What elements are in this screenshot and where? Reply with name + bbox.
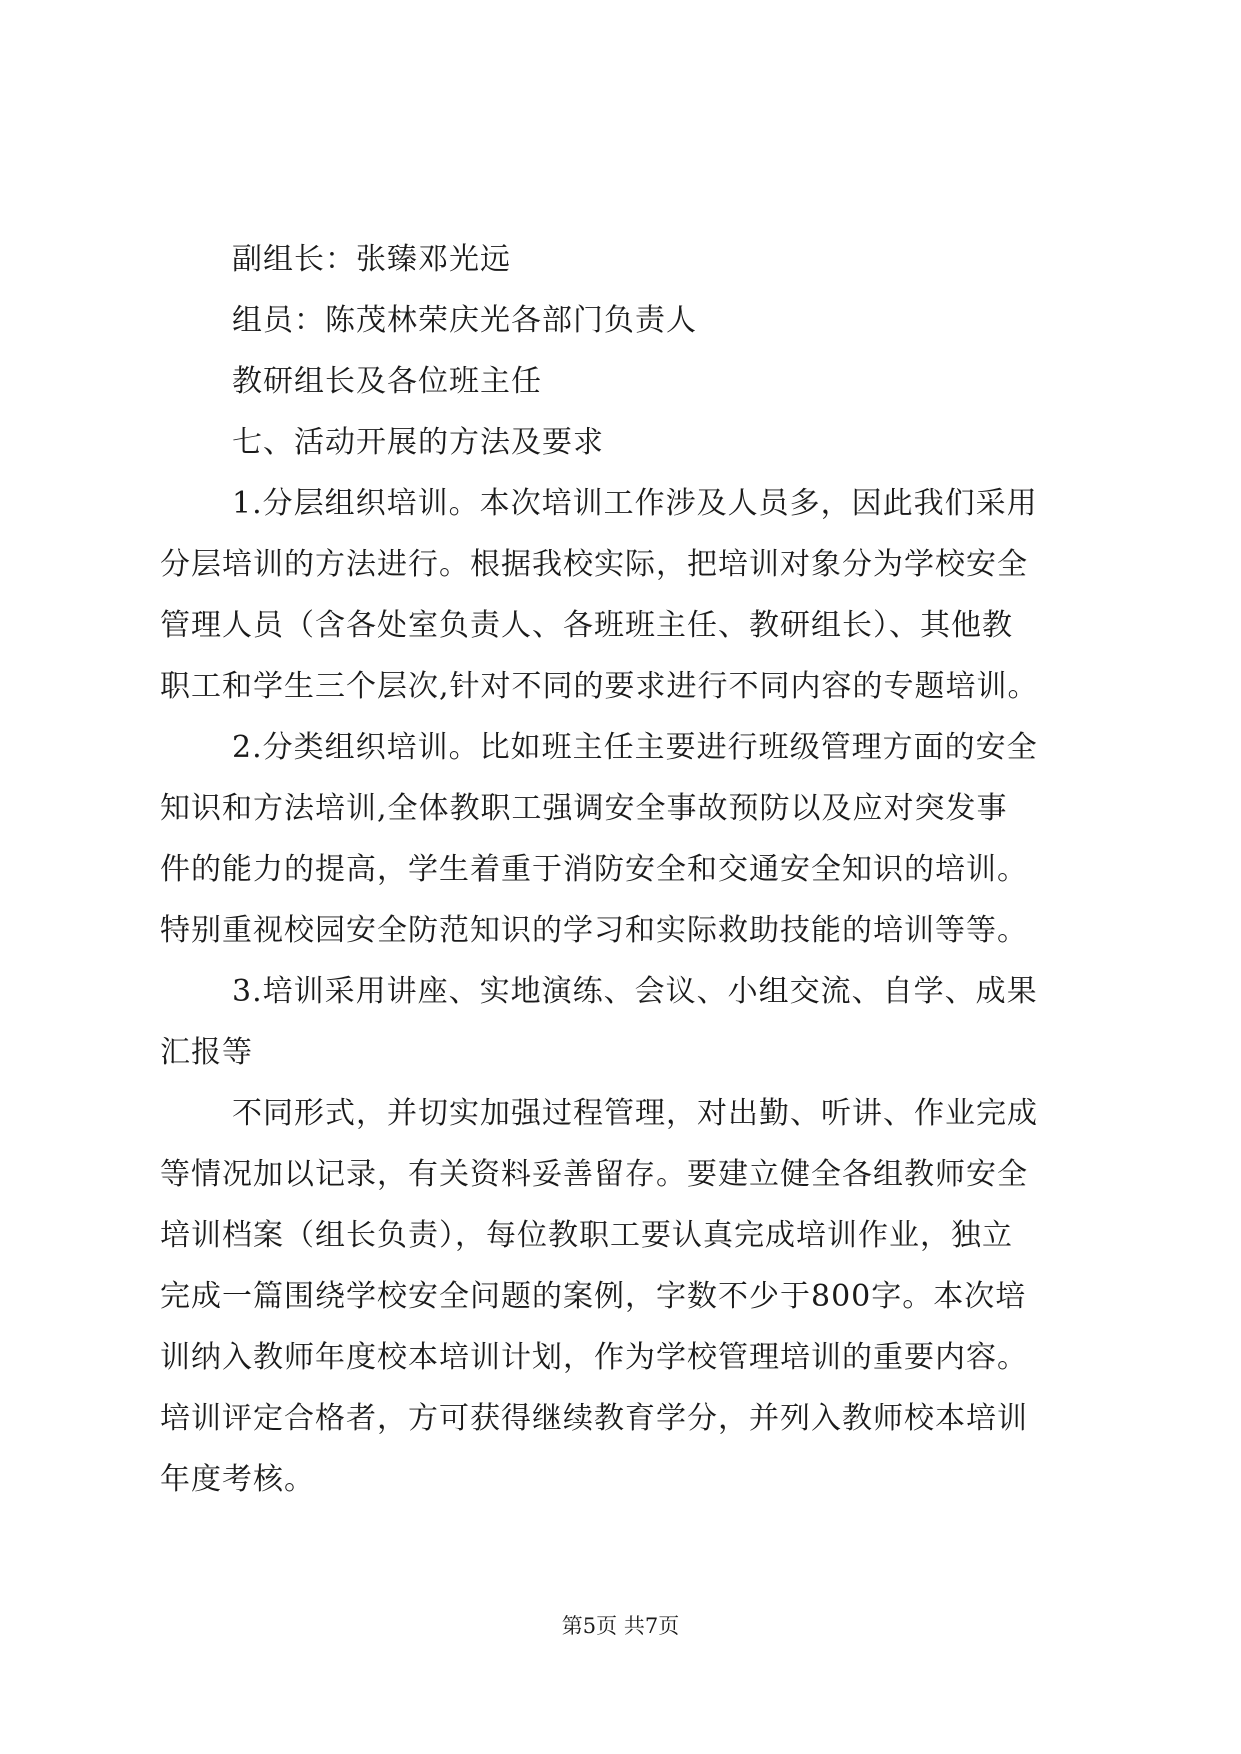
text-line: 知识和方法培训,全体教职工强调安全事故预防以及应对突发事 (160, 791, 1008, 826)
text-line: 1.分层组织培训。本次培训工作涉及人员多，因此我们采用 (232, 486, 1038, 521)
text-line: 组员：陈茂林荣庆光各部门负责人 (232, 303, 697, 338)
text-line: 分层培训的方法进行。根据我校实际，把培训对象分为学校安全 (160, 547, 1028, 582)
text-line: 件的能力的提高，学生着重于消防安全和交通安全知识的培训。 (160, 852, 1028, 887)
page-number-footer: 第5页 共7页 (561, 1614, 680, 1638)
text-line: 汇报等 (160, 1035, 253, 1070)
text-line: 不同形式，并切实加强过程管理，对出勤、听讲、作业完成 (232, 1096, 1038, 1131)
text-line: 副组长：张臻邓光远 (232, 242, 511, 277)
text-line: 特别重视校园安全防范知识的学习和实际救助技能的培训等等。 (160, 913, 1028, 948)
text-line: 教研组长及各位班主任 (232, 364, 542, 399)
text-line: 3.培训采用讲座、实地演练、会议、小组交流、自学、成果 (232, 974, 1038, 1009)
text-line: 年度考核。 (160, 1462, 315, 1497)
text-line: 完成一篇围绕学校安全问题的案例，字数不少于800字。本次培 (160, 1279, 1027, 1314)
text-line: 2.分类组织培训。比如班主任主要进行班级管理方面的安全 (232, 730, 1038, 765)
text-line: 职工和学生三个层次,针对不同的要求进行不同内容的专题培训。 (160, 669, 1039, 704)
section-heading: 七、活动开展的方法及要求 (232, 425, 604, 460)
text-line: 等情况加以记录，有关资料妥善留存。要建立健全各组教师安全 (160, 1157, 1028, 1192)
text-line: 训纳入教师年度校本培训计划，作为学校管理培训的重要内容。 (160, 1340, 1028, 1375)
text-line: 培训档案（组长负责），每位教职工要认真完成培训作业，独立 (160, 1218, 1013, 1253)
text-line: 培训评定合格者，方可获得继续教育学分，并列入教师校本培训 (160, 1401, 1028, 1436)
text-line: 管理人员（含各处室负责人、各班班主任、教研组长）、其他教 (160, 608, 1013, 643)
